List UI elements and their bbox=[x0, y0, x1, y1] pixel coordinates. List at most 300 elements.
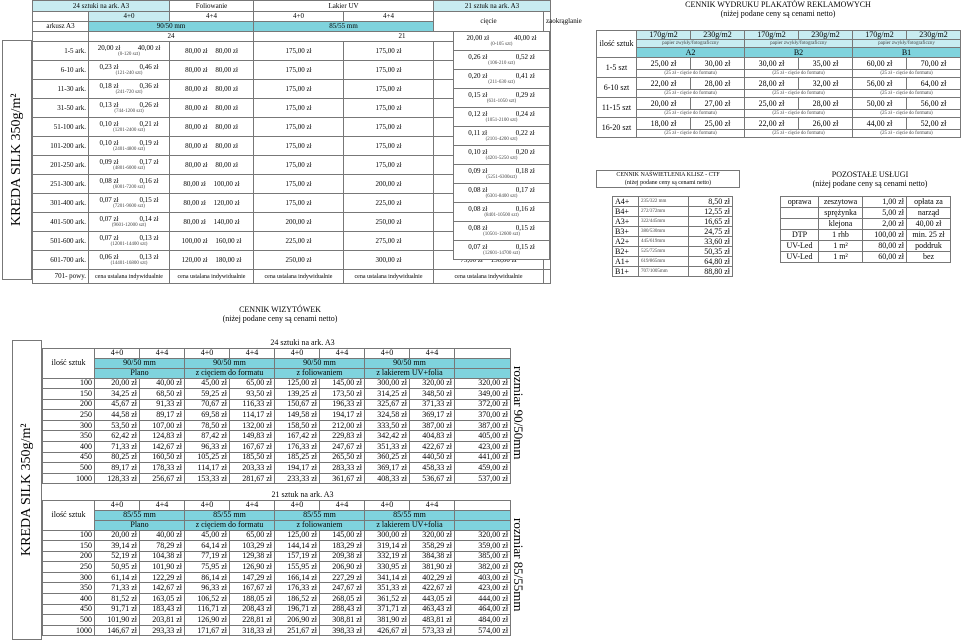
table-cell: 250 bbox=[43, 410, 95, 421]
table-cell: 62,42 zł bbox=[95, 431, 140, 442]
table-cell: 28,00 zł bbox=[745, 78, 799, 90]
table-cell: 91,33 zł bbox=[140, 399, 185, 410]
table-cell: 370,00 zł bbox=[455, 410, 511, 421]
table-cell: 142,67 zł bbox=[140, 583, 185, 594]
table-cell: 351,33 zł bbox=[365, 583, 410, 594]
table-cell: A4+ bbox=[613, 197, 639, 207]
table-cell bbox=[544, 270, 551, 284]
table-cell: 45,67 zł bbox=[95, 399, 140, 410]
table-cell: 90/50 mm bbox=[89, 22, 254, 32]
table-cell: 30,00 zł bbox=[745, 58, 799, 70]
table-cell: 16,65 zł bbox=[689, 217, 733, 227]
table-cell bbox=[254, 194, 344, 213]
table-cell: 400 bbox=[43, 594, 95, 605]
table-cell bbox=[89, 251, 170, 270]
table-cell: 85/55 mm bbox=[275, 510, 365, 520]
table-cell: 65,00 zł bbox=[230, 530, 275, 541]
table-cell: 405,00 zł bbox=[455, 431, 511, 442]
posters-table bbox=[596, 30, 961, 138]
table-cell: cena ustalana indywidualnie bbox=[254, 270, 344, 284]
table-cell: 65,00 zł bbox=[230, 378, 275, 389]
foil-4-4: 80,00 zł bbox=[215, 103, 238, 112]
range: (12601-14700 szt) bbox=[483, 251, 520, 256]
table-cell: 320,00 zł bbox=[410, 378, 455, 389]
table-cell: 52,00 zł bbox=[907, 118, 961, 130]
price-4-4: 0,41 zł bbox=[515, 72, 535, 80]
table-row bbox=[33, 270, 551, 284]
table-cell: DTP bbox=[781, 230, 819, 241]
table-cell bbox=[781, 208, 819, 219]
table-cell: 40,00 zł bbox=[140, 378, 185, 389]
cards-subtitle: (niżej podane ceny są cenami netto) bbox=[222, 314, 338, 323]
table-row bbox=[43, 551, 511, 562]
table-cell: 77,19 zł bbox=[185, 551, 230, 562]
range: (10501-12600 szt) bbox=[483, 232, 520, 237]
table-cell: cięcie bbox=[434, 12, 544, 32]
row-label: 11-15 szt bbox=[597, 98, 637, 118]
table-row bbox=[597, 58, 961, 70]
table-cell: 281,67 zł bbox=[230, 473, 275, 484]
table-cell: 341,14 zł bbox=[365, 572, 410, 583]
table-cell bbox=[454, 108, 550, 127]
foil-4-4: 80,00 zł bbox=[215, 160, 238, 169]
table-cell: 500 bbox=[43, 615, 95, 626]
table-cell: 330,95 zł bbox=[365, 562, 410, 573]
table-cell: cena ustalana indywidualnie bbox=[434, 270, 544, 284]
table-cell bbox=[254, 42, 344, 61]
table-cell: 333,50 zł bbox=[365, 420, 410, 431]
price-4-4: 0,46 zł bbox=[139, 63, 159, 71]
range: (8401-10500 szt) bbox=[484, 213, 519, 218]
table-cell: 4+4 bbox=[410, 500, 455, 510]
table-cell: 701- powy. bbox=[33, 270, 89, 284]
row-label: 101-200 ark. bbox=[33, 137, 89, 156]
table-row bbox=[43, 572, 511, 583]
table-cell: 147,29 zł bbox=[230, 572, 275, 583]
price bbox=[454, 111, 549, 118]
foil-4-4: 180,00 zł bbox=[215, 255, 242, 264]
table-cell: 144,14 zł bbox=[275, 541, 320, 552]
table-cell: 537,00 zł bbox=[455, 473, 511, 484]
cards-side-85x55: rozmiar 85/55mm bbox=[511, 518, 526, 612]
table-cell: 70,00 zł bbox=[907, 58, 961, 70]
table-cell: A1+ bbox=[613, 257, 639, 267]
table-row bbox=[454, 241, 550, 260]
table-cell: 114,17 zł bbox=[185, 463, 230, 474]
table-row bbox=[613, 237, 733, 247]
table-cell: 158,50 zł bbox=[275, 420, 320, 431]
table-cell: (25 zł - cięcie do formatu) bbox=[637, 90, 745, 98]
price-4-4: 40,00 zł bbox=[137, 44, 161, 52]
table-cell: 176,33 zł bbox=[275, 442, 320, 453]
table-cell: 90/50 mm bbox=[275, 358, 365, 368]
price-4-0: 0,10 zł bbox=[99, 120, 119, 128]
table-cell: 707/1005mm bbox=[639, 267, 689, 277]
table-cell: 272/372mm bbox=[639, 207, 689, 217]
table-cell: 40,00 zł bbox=[907, 219, 951, 230]
table-cell: 200 bbox=[43, 551, 95, 562]
range: (9601-12000 szt) bbox=[111, 223, 147, 228]
table-cell bbox=[454, 32, 550, 51]
table-cell: 1 rhb bbox=[819, 230, 863, 241]
table-cell: 422,67 zł bbox=[410, 583, 455, 594]
table-cell: 4+0 bbox=[95, 500, 140, 510]
row-label: 16-20 szt bbox=[597, 118, 637, 138]
table-cell: 450 bbox=[43, 604, 95, 615]
table-cell: 160,50 zł bbox=[140, 452, 185, 463]
table-cell: 50,35 zł bbox=[689, 247, 733, 257]
table-cell bbox=[454, 241, 550, 260]
table-cell bbox=[344, 175, 434, 194]
table-cell: 170g/m2 bbox=[637, 31, 691, 40]
table-row bbox=[454, 127, 550, 146]
foil-4-0: 80,00 zł bbox=[185, 141, 208, 150]
lacq-4-4: 200,00 zł bbox=[375, 179, 402, 188]
table-cell bbox=[344, 137, 434, 156]
table-cell: Plano bbox=[95, 520, 185, 530]
price bbox=[454, 73, 549, 80]
table-cell: 100,00 zł bbox=[863, 230, 907, 241]
price bbox=[454, 206, 549, 213]
table-cell: 75,95 zł bbox=[185, 562, 230, 573]
table-cell: 85/55 mm bbox=[365, 510, 455, 520]
range: (4201-5250 szt) bbox=[485, 156, 518, 161]
table-cell: 1 m² bbox=[819, 241, 863, 252]
table-cell: 60,00 zł bbox=[853, 58, 907, 70]
table-cell: ilość sztuk bbox=[597, 31, 637, 58]
price bbox=[89, 235, 169, 242]
lacq-4-4: 175,00 zł bbox=[375, 84, 402, 93]
table-cell: 132,00 zł bbox=[230, 420, 275, 431]
price-4-0: 0,11 zł bbox=[468, 129, 488, 137]
table-cell bbox=[170, 42, 254, 61]
row-label: 1-5 szt bbox=[597, 58, 637, 78]
table-cell: 50,00 zł bbox=[853, 98, 907, 110]
price-4-4: 0,52 zł bbox=[515, 53, 535, 61]
table-row bbox=[43, 399, 511, 410]
table-cell: arkusz A3 bbox=[33, 22, 89, 32]
table-cell: 200 bbox=[43, 399, 95, 410]
table-cell: 484,00 zł bbox=[455, 615, 511, 626]
table-cell bbox=[89, 42, 170, 61]
row-label: 401-500 ark. bbox=[33, 213, 89, 232]
table-cell: 53,50 zł bbox=[95, 420, 140, 431]
table-row bbox=[43, 452, 511, 463]
flyers-side-label: KREDA SILK 350g/m² bbox=[2, 40, 32, 280]
foil-4-4: 140,00 zł bbox=[213, 217, 240, 226]
table-cell bbox=[89, 175, 170, 194]
price-4-0: 0,10 zł bbox=[99, 139, 119, 147]
table-cell: 4+4 bbox=[344, 12, 434, 22]
table-cell: Foliowanie bbox=[170, 1, 254, 12]
table-row bbox=[454, 184, 550, 203]
table-cell: 325,67 zł bbox=[365, 399, 410, 410]
table-cell: 371,33 zł bbox=[410, 399, 455, 410]
table-cell: A2+ bbox=[613, 237, 639, 247]
table-cell: 300 bbox=[43, 420, 95, 431]
table-cell: 64,14 zł bbox=[185, 541, 230, 552]
table-cell: 203,81 zł bbox=[140, 615, 185, 626]
price-4-0: 0,18 zł bbox=[99, 82, 119, 90]
foil-4-4: 160,00 zł bbox=[215, 236, 242, 245]
row-label: 6-10 szt bbox=[597, 78, 637, 98]
table-cell: 360,25 zł bbox=[365, 452, 410, 463]
table-cell: 426,67 zł bbox=[365, 625, 410, 636]
table-cell: z foliowaniem bbox=[275, 520, 365, 530]
table-cell: 173,50 zł bbox=[320, 389, 365, 400]
table-cell: 40,00 zł bbox=[140, 530, 185, 541]
range: (121-240 szt) bbox=[115, 71, 143, 76]
row-label: 51-100 ark. bbox=[33, 118, 89, 137]
table-cell: 145,00 zł bbox=[320, 378, 365, 389]
table-cell: UV-Led bbox=[781, 241, 819, 252]
price-4-0: 0,26 zł bbox=[468, 53, 488, 61]
table-cell: 56,00 zł bbox=[853, 78, 907, 90]
table-cell bbox=[344, 80, 434, 99]
table-cell: 126,90 zł bbox=[230, 562, 275, 573]
table-cell: 24,75 zł bbox=[689, 227, 733, 237]
lacq-4-4: 175,00 zł bbox=[375, 122, 402, 131]
posters-title-block bbox=[596, 0, 960, 18]
table-cell: 116,33 zł bbox=[230, 399, 275, 410]
table-cell: 230g/m2 bbox=[907, 31, 961, 40]
table-cell: z foliowaniem bbox=[275, 368, 365, 378]
table-cell: 348,50 zł bbox=[410, 389, 455, 400]
table-row bbox=[454, 108, 550, 127]
table-cell: 293,33 zł bbox=[140, 625, 185, 636]
table-cell: 91,71 zł bbox=[95, 604, 140, 615]
cards-table-85x55 bbox=[42, 490, 511, 636]
table-cell: 230g/m2 bbox=[799, 31, 853, 40]
ctf-subtitle: (niżej podane ceny są cenami netto) bbox=[624, 180, 712, 186]
price-4-0: 0,08 zł bbox=[99, 177, 119, 185]
table-cell bbox=[89, 118, 170, 137]
lacq-4-0: 225,00 zł bbox=[285, 236, 312, 245]
ctf-table bbox=[612, 196, 733, 277]
table-cell: A3+ bbox=[613, 217, 639, 227]
table-cell: 24 sztuki na ark. A3 bbox=[270, 337, 335, 347]
table-row bbox=[781, 230, 951, 241]
table-cell: 250 bbox=[43, 562, 95, 573]
table-cell: 89,17 zł bbox=[95, 463, 140, 474]
table-cell: 183,29 zł bbox=[320, 541, 365, 552]
table-cell: 227,29 zł bbox=[320, 572, 365, 583]
table-cell: 25,00 zł bbox=[637, 58, 691, 70]
table-cell: 372,00 zł bbox=[455, 399, 511, 410]
table-cell bbox=[89, 61, 170, 80]
table-cell: 18,00 zł bbox=[637, 118, 691, 130]
table-cell: 52,19 zł bbox=[95, 551, 140, 562]
table-cell: 381,90 zł bbox=[365, 615, 410, 626]
price bbox=[89, 45, 169, 52]
table-cell: 178,33 zł bbox=[140, 463, 185, 474]
price-4-4: 0,19 zł bbox=[139, 139, 159, 147]
table-cell bbox=[170, 232, 254, 251]
cards-title-block bbox=[150, 305, 410, 323]
table-cell: 71,33 zł bbox=[95, 442, 140, 453]
table-cell: 56,00 zł bbox=[907, 98, 961, 110]
table-row bbox=[781, 219, 951, 230]
table-cell: 149,83 zł bbox=[230, 431, 275, 442]
range: (2101-4200 szt) bbox=[485, 137, 518, 142]
row-label: 6-10 ark. bbox=[33, 61, 89, 80]
table-cell: 20,00 zł bbox=[637, 98, 691, 110]
table-cell bbox=[344, 232, 434, 251]
range: (2401-4800 szt) bbox=[113, 147, 145, 152]
table-cell: 125,00 zł bbox=[275, 530, 320, 541]
table-cell: 85/55 mm bbox=[95, 510, 185, 520]
table-cell: Lakier UV bbox=[254, 1, 434, 12]
table-cell: 93,50 zł bbox=[230, 389, 275, 400]
price-4-4: 0,22 zł bbox=[515, 129, 535, 137]
table-cell: 64,80 zł bbox=[689, 257, 733, 267]
price-4-0: 0,09 zł bbox=[468, 167, 488, 175]
range: (7201-9600 szt) bbox=[113, 204, 145, 209]
table-cell: 150 bbox=[43, 541, 95, 552]
table-cell: 404,83 zł bbox=[410, 431, 455, 442]
table-cell: 256,67 zł bbox=[140, 473, 185, 484]
table-cell: 81,52 zł bbox=[95, 594, 140, 605]
table-cell: 12,55 zł bbox=[689, 207, 733, 217]
range: (744-1200 szt) bbox=[114, 109, 144, 114]
table-cell: 402,29 zł bbox=[410, 572, 455, 583]
table-cell bbox=[455, 348, 511, 358]
price-4-0: 0,08 zł bbox=[468, 205, 488, 213]
table-cell: z cięciem do formatu bbox=[185, 368, 275, 378]
table-cell: (25 zł - cięcie do formatu) bbox=[853, 130, 961, 138]
range: (0-105 szt) bbox=[490, 42, 513, 47]
price bbox=[89, 159, 169, 166]
table-cell: 324,58 zł bbox=[365, 410, 410, 421]
table-row bbox=[43, 541, 511, 552]
table-cell: ilość sztuk bbox=[43, 500, 95, 530]
table-cell: 459,00 zł bbox=[455, 463, 511, 474]
price-4-4: 0,17 zł bbox=[515, 186, 535, 194]
table-cell: 4+4 bbox=[230, 348, 275, 358]
range: (1051-2100 szt) bbox=[485, 118, 518, 123]
table-cell: poddruk bbox=[907, 241, 951, 252]
table-cell: 24 sztuki na ark. A3 bbox=[33, 1, 170, 12]
table-cell: 59,25 zł bbox=[185, 389, 230, 400]
table-cell: 69,58 zł bbox=[185, 410, 230, 421]
table-row bbox=[43, 410, 511, 421]
table-cell: opłata za bbox=[907, 197, 951, 208]
lacq-4-0: 175,00 zł bbox=[285, 198, 312, 207]
foil-4-4: 80,00 zł bbox=[215, 65, 238, 74]
table-cell: 4+0 bbox=[89, 12, 170, 22]
price bbox=[89, 254, 169, 261]
table-cell: 403,00 zł bbox=[455, 572, 511, 583]
table-cell: 4+0 bbox=[275, 500, 320, 510]
table-cell: 85/55 mm bbox=[185, 510, 275, 520]
table-cell: 106,52 zł bbox=[185, 594, 230, 605]
table-cell: 458,33 zł bbox=[410, 463, 455, 474]
table-cell: 44,00 zł bbox=[853, 118, 907, 130]
foil-4-4: 80,00 zł bbox=[215, 84, 238, 93]
table-cell: 5,00 zł bbox=[863, 208, 907, 219]
table-cell: 45,00 zł bbox=[185, 530, 230, 541]
table-cell: 371,71 zł bbox=[365, 604, 410, 615]
table-cell bbox=[344, 118, 434, 137]
table-row bbox=[597, 98, 961, 110]
table-cell bbox=[454, 203, 550, 222]
table-cell bbox=[344, 99, 434, 118]
table-cell: 27,00 zł bbox=[691, 98, 745, 110]
table-cell bbox=[455, 358, 511, 368]
lacq-4-0: 175,00 zł bbox=[285, 160, 312, 169]
table-cell: 4+4 bbox=[140, 348, 185, 358]
price-4-0: 0,12 zł bbox=[468, 110, 488, 118]
table-cell: 105,25 zł bbox=[185, 452, 230, 463]
table-cell: 188,05 zł bbox=[230, 594, 275, 605]
table-cell: 247,67 zł bbox=[320, 442, 365, 453]
table-cell bbox=[455, 500, 511, 510]
table-cell: 64,00 zł bbox=[907, 78, 961, 90]
table-cell: 4+4 bbox=[320, 500, 365, 510]
price bbox=[454, 149, 549, 156]
price bbox=[454, 35, 549, 42]
table-cell: 350 bbox=[43, 583, 95, 594]
table-cell bbox=[170, 137, 254, 156]
table-row bbox=[43, 442, 511, 453]
range: (5251-6300szt) bbox=[486, 175, 517, 180]
table-cell: 33,60 zł bbox=[689, 237, 733, 247]
table-cell: oprawa bbox=[781, 197, 819, 208]
price bbox=[89, 216, 169, 223]
table-row bbox=[43, 378, 511, 389]
foil-4-4: 100,00 zł bbox=[213, 179, 240, 188]
table-cell: 247,67 zł bbox=[320, 583, 365, 594]
table-cell: 369,17 zł bbox=[410, 410, 455, 421]
table-cell: 351,33 zł bbox=[365, 442, 410, 453]
table-cell: 78,29 zł bbox=[140, 541, 185, 552]
price bbox=[454, 54, 549, 61]
foil-4-4: 80,00 zł bbox=[215, 141, 238, 150]
table-cell bbox=[454, 146, 550, 165]
table-row bbox=[597, 118, 961, 130]
table-cell bbox=[344, 156, 434, 175]
table-cell: 87,42 zł bbox=[185, 431, 230, 442]
table-cell bbox=[43, 338, 95, 348]
lacq-4-4: 175,00 zł bbox=[375, 141, 402, 150]
table-cell bbox=[344, 251, 434, 270]
price bbox=[89, 140, 169, 147]
table-cell: 103,29 zł bbox=[230, 541, 275, 552]
price-4-0: 0,23 zł bbox=[99, 63, 119, 71]
table-cell: 167,42 zł bbox=[275, 431, 320, 442]
price-4-0: 0,07 zł bbox=[468, 243, 488, 251]
table-cell: 70,67 zł bbox=[185, 399, 230, 410]
table-cell bbox=[454, 222, 550, 241]
table-cell: 4+0 bbox=[185, 348, 230, 358]
table-cell: (25 zł - cięcie do formatu) bbox=[637, 130, 745, 138]
table-cell: 525/725mm bbox=[639, 247, 689, 257]
table-cell bbox=[254, 156, 344, 175]
table-cell: 196,33 zł bbox=[320, 399, 365, 410]
lacq-4-4: 175,00 zł bbox=[375, 65, 402, 74]
range: (106-210 szt) bbox=[488, 61, 515, 66]
table-cell: 361,67 zł bbox=[320, 473, 365, 484]
price-4-4: 0,18 zł bbox=[515, 167, 535, 175]
ctf-title: CENNIK NAŚWIETLENIA KLISZ - CTF bbox=[616, 172, 720, 178]
table-cell: 4+4 bbox=[140, 500, 185, 510]
table-cell: 300,00 zł bbox=[365, 530, 410, 541]
row-label: 251-300 ark. bbox=[33, 175, 89, 194]
table-cell: 60,00 zł bbox=[863, 252, 907, 263]
table-row bbox=[43, 562, 511, 573]
table-cell: (25 zł - cięcie do formatu) bbox=[745, 110, 853, 118]
table-cell: klejona bbox=[819, 219, 863, 230]
